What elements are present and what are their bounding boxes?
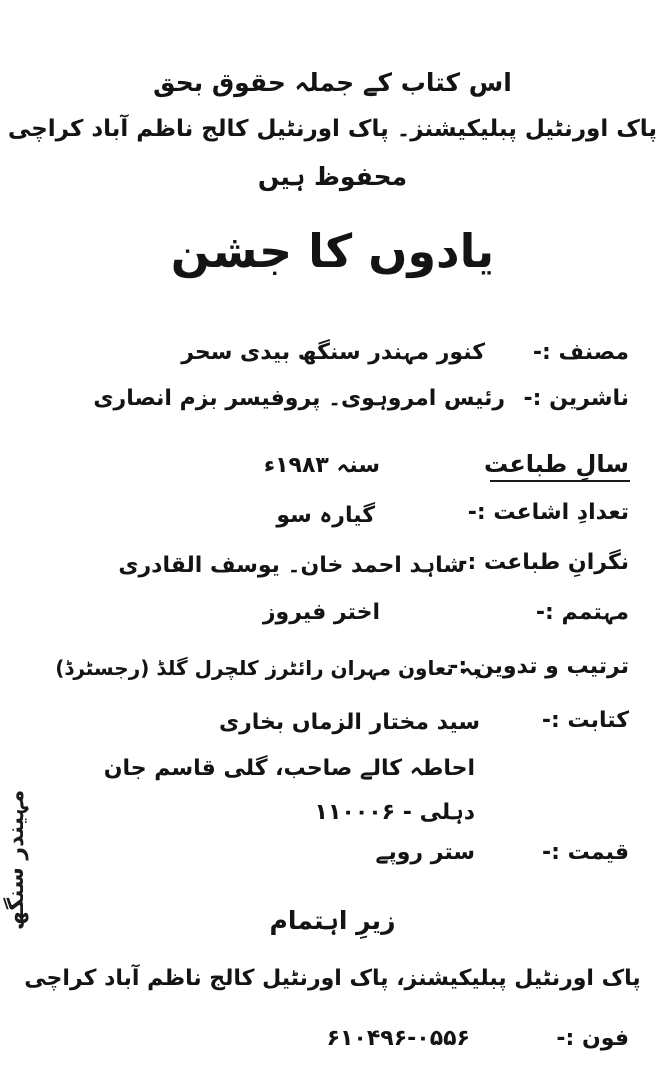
rights-line-2: پاک اورنٹیل پبلیکیشنز۔ پاک اورنٹیل کالج ناظم آباد کراچی	[7, 116, 658, 142]
year-label-underline	[490, 480, 630, 482]
address-line-1: احاطہ کالے صاحب، گلی قاسم جان	[103, 756, 475, 781]
calligraphy-value: سید مختار الزماں بخاری	[218, 710, 480, 735]
compilation-value: بہ تعاون مہران رائٹرز کلچرل گلڈ (رجسٹرڈ)	[55, 656, 480, 680]
compilation-label: ترتیب و تدوین :-	[449, 654, 629, 679]
manager-value: اختر فیروز	[262, 600, 380, 625]
rights-line-3: محفوظ ہیں	[257, 162, 408, 191]
print-supervisor-value: شاہد احمد خان۔ یوسف القادری	[118, 553, 465, 578]
under-supervision: زیرِ اہتمام	[269, 906, 396, 935]
price-label: قیمت :-	[541, 840, 629, 865]
year-value: سنہ ۱۹۸۳ء	[263, 453, 380, 478]
publisher-address: پاک اورنٹیل پبلیکیشنز، پاک اورنٹیل کالج ناظم آباد کراچی	[24, 966, 641, 991]
rights-line-1: اس کتاب کے جملہ حقوق بحق	[153, 68, 512, 97]
year-label: سالِ طباعت	[483, 450, 629, 478]
print-run-label: تعدادِ اشاعت :-	[467, 500, 629, 525]
publishers-value: رئیس امروہوی۔ پروفیسر بزم انصاری	[93, 386, 505, 411]
publishers-label: ناشرین :-	[523, 386, 629, 411]
book-title: یادوں کا جشن	[170, 224, 495, 278]
price-value: ستر روپے	[375, 840, 475, 865]
author-value: کنور مہندر سنگھ بیدی سحر	[181, 340, 485, 365]
phone-value: ۶۱۰۴۹۶-۰۵۵۶	[326, 1026, 470, 1051]
manager-label: مہتمم :-	[535, 600, 629, 625]
calligraphy-label: کتابت :-	[541, 708, 629, 733]
author-label: مصنف :-	[532, 340, 629, 365]
phone-label: فون :-	[556, 1026, 629, 1051]
print-supervisor-label: نگرانِ طباعت :-	[458, 550, 629, 575]
print-run-value: گیارہ سو	[276, 503, 375, 528]
handwritten-signature: مہیندر سنگھ	[4, 790, 29, 931]
address-line-2: دہلی - ۱۱۰۰۰۶	[314, 800, 475, 825]
